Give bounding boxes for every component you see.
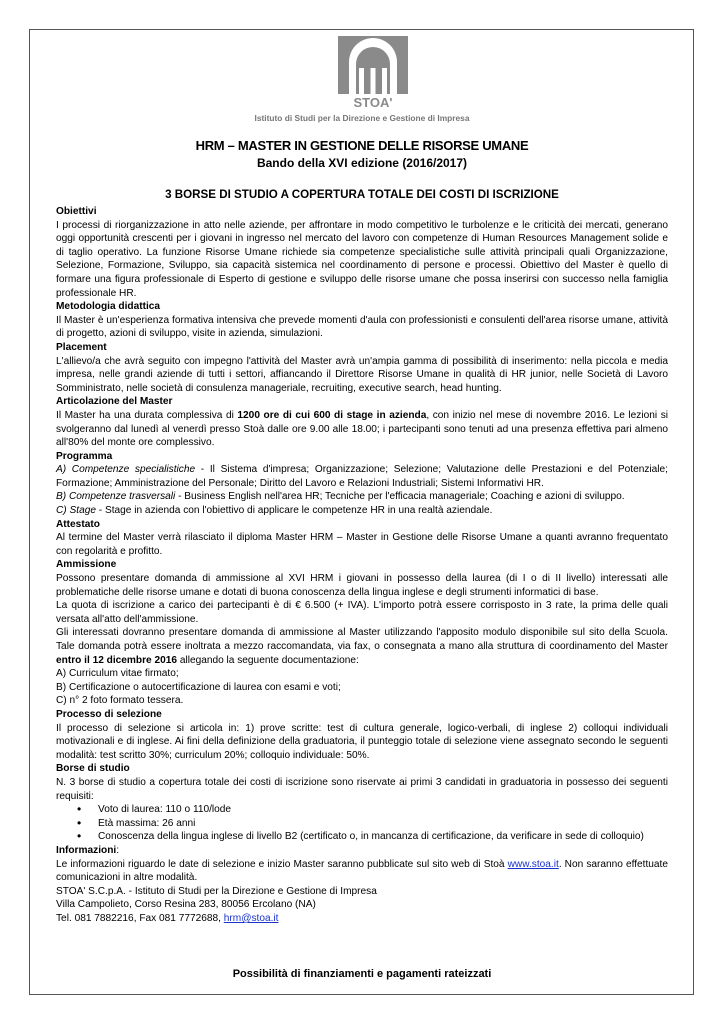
section-heading-informazioni: Informazioni: <box>56 844 120 856</box>
institute-subtitle: Istituto di Studi per la Direzione e Gestione di Impresa <box>254 113 470 123</box>
scholarship-title: 3 BORSE DI STUDIO A COPERTURA TOTALE DEI COSTI DI ISCRIZIONE <box>165 188 559 201</box>
programma-c: C) Stage - Stage in azienda con l'obiettivo di applicare le competenze HR in una realtà aziendale. <box>56 505 493 517</box>
programma-a: A) Competenze specialistiche - Il Sistema d'impresa; Organizzazione; Selezione; Valutazione delle Prestazioni e del Potenziale; Formazione; Amministrazione del Personale; Diritto del Lavoro e Relazioni Industriali; Sistemi Informativi HR. <box>56 464 668 489</box>
placement-text: L'allievo/a che avrà seguito con impegno l'attività del Master avrà un'ampia gamma di possibilità di inserimento: nella piccola e media impresa, nelle grandi aziende di tutti i settori, affiancando il Direttore Risorse Umane in qualità di HR junior, nelle Società di Lavoro Somministrato, nelle società di consulenza manageriale, recruiting, executive search, head hunting. <box>56 355 668 394</box>
requirements-list <box>56 803 668 844</box>
organization-name: STOA' S.C.p.A. - Istituto di Studi per la Direzione e Gestione di Impresa <box>56 885 377 897</box>
programma-b: B) Competenze trasversali - Business English nell'area HR; Tecniche per l'efficacia manageriale; Coaching e azioni di sviluppo. <box>56 491 625 503</box>
deadline-highlight: entro il 12 dicembre 2016 <box>56 654 177 666</box>
section-heading-borse: Borse di studio <box>56 763 130 775</box>
selezione-text: Il processo di selezione si articola in: 1) prove scritte: test di cultura generale, logico-verbali, di inglese 2) colloqui individuali motivazionali e di inglese. Ai fini della definizione della graduatoria, il punteggio totale di selezione viene assegnato secondo le seguenti modalità: test scritto 30%; curriculum 20%; colloquio individuale: 50%. <box>56 722 668 761</box>
metodologia-text: Il Master è un'esperienza formativa intensiva che prevede momenti d'aula con professionisti e consulenti dell'area risorse umane, attività di progetto, azioni di sviluppo, visite in azienda, simulazioni. <box>56 314 668 340</box>
section-heading-metodologia: Metodologia didattica <box>56 301 161 313</box>
list-item: • Età massima: 26 anni <box>98 817 668 831</box>
section-heading-placement: Placement <box>56 341 107 353</box>
articolazione-text: Il Master ha una durata complessiva di 1200 ore di cui 600 di stage in azienda, con inizio nel mese di novembre 2016. Le lezioni si svolgeranno dal lunedì al venerdì presso Stoà dalle ore 9.00 alle 18.00; i partecipanti sono tenuti ad una presenza effettiva pari almeno all'80% del monte ore complessivo. <box>56 409 668 449</box>
borse-text: N. 3 borse di studio a copertura totale dei costi di iscrizione sono riservate ai primi 3 candidati in graduatoria in possesso dei seguenti requisiti: <box>56 776 668 802</box>
section-heading-obiettivi: Obiettivi <box>56 206 97 217</box>
document-body <box>56 205 668 925</box>
attestato-text: Al termine del Master verrà rilasciato il diploma Master HRM – Master in Gestione delle Risorse Umane a quanti avranno frequentato con regolarità e profitto. <box>56 532 668 557</box>
email-link[interactable]: hrm@stoa.it <box>223 912 279 924</box>
website-link[interactable]: www.stoa.it <box>507 858 559 870</box>
obiettivi-text: I processi di riorganizzazione in atto nelle aziende, per affrontare in modo competitivo le turbolenze e le criticità dei mercati, generano oggi opportunità crescenti per i giovani in ingresso nel mercato del lavoro con competenze di Human Resources Management solide e di taglio operativo. La funzione Risorse Umane richiede sia competenze specialistiche sulle attività principali quali Organizzazione, Selezione, Formazione, Sviluppo, sia capacità sistemica nel coordinamento di persone e processi. Obiettivo del Master è quello di formare una figura professionale di Esperto di gestione e sviluppo delle risorse umane che possa inserirsi con successo nella famiglia professionale HR. <box>56 219 668 299</box>
list-item: • Voto di laurea: 110 o 110/lode <box>98 803 668 817</box>
document-item: B) Certificazione o autocertificazione di laurea con esami e voti; <box>56 681 341 693</box>
list-item: • Conoscenza della lingua inglese di livello B2 (certificato o, in mancanza di certificazione, da verificare in sede di colloquio) <box>98 830 668 844</box>
ammissione-p3: Gli interessati dovranno presentare domanda di ammissione al Master utilizzando l'apposito modulo disponibile sul sito della Scuola. Tale domanda potrà essere inoltrata a mezzo raccomandata, via fax, o consegnata a mano alla struttura di coordinamento del Master entro il 12 dicembre 2016 allegando la seguente documentazione: <box>56 627 668 666</box>
section-heading-ammissione: Ammissione <box>56 559 117 571</box>
informazioni-text: Le informazioni riguardo le date di selezione e inizio Master saranno pubblicate sul sito web di Stoà www.stoa.it. Non saranno effettuate comunicazioni in altre modalità. <box>56 858 668 884</box>
contact-line: Tel. 081 7882216, Fax 081 7772688, hrm@stoa.it <box>56 912 279 924</box>
footer-note: Possibilità di finanziamenti e pagamenti rateizzati <box>232 968 492 980</box>
document-item: A) Curriculum vitae firmato; <box>56 668 179 680</box>
organization-address: Villa Campolieto, Corso Resina 283, 80056 Ercolano (NA) <box>56 899 316 911</box>
document-item: C) n° 2 foto formato tessera. <box>56 695 184 707</box>
section-heading-programma: Programma <box>56 450 113 462</box>
ammissione-p2: La quota di iscrizione a carico dei partecipanti è di € 6.500 (+ IVA). L'importo potrà essere corrisposto in 3 rate, la prima delle quali versata all'atto dell'ammissione. <box>56 600 668 625</box>
section-heading-articolazione: Articolazione del Master <box>56 396 173 408</box>
section-heading-selezione: Processo di selezione <box>56 708 162 720</box>
svg-text:STOA': STOA' <box>353 95 393 110</box>
duration-highlight: 1200 ore di cui 600 di stage in azienda <box>237 409 427 421</box>
ammissione-p1: Possono presentare domanda di ammissione al XVI HRM i giovani in possesso della laurea (di I o di II livello) interessati alle problematiche delle risorse umane e dotati di buona conoscenza della lingua inglese e degli strumenti informatici di base. <box>56 573 668 598</box>
edition-subtitle: Bando della XVI edizione (2016/2017) <box>256 156 468 170</box>
stoa-logo <box>338 36 408 110</box>
page-title: HRM – MASTER IN GESTIONE DELLE RISORSE UMANE <box>195 138 529 153</box>
section-heading-attestato: Attestato <box>56 518 100 530</box>
